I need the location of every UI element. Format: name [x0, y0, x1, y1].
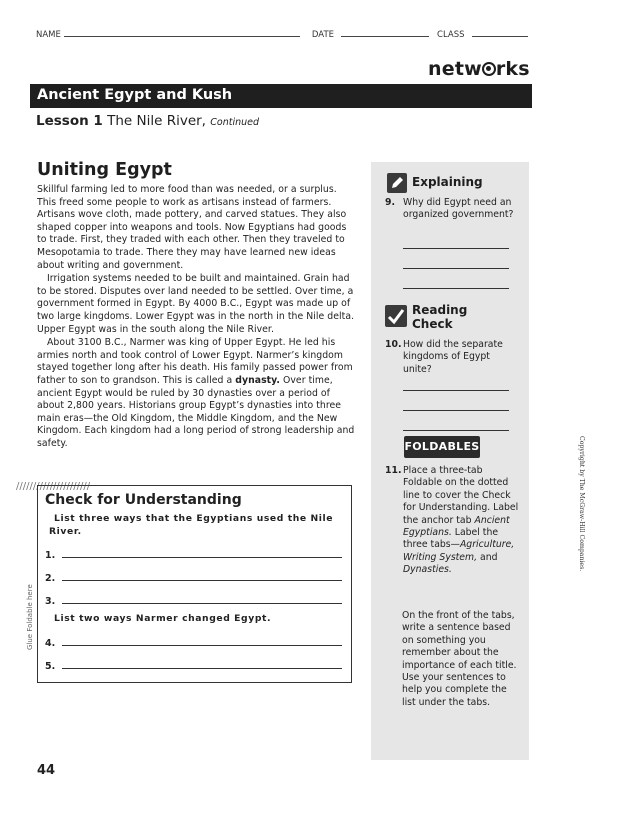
paragraph-2: Irrigation systems needed to be built and maintained. Grain had to be stored. Disputes over land needed to be settled. Over time, a government formed in Egypt. By 4000 B.C., Egypt was made up of two large kingdoms. Lower Egypt was in the north in the Nile delta. Upper Egypt was in the south along the Nile River. [37, 273, 355, 335]
reading-check-heading [412, 303, 467, 331]
lesson-heading [36, 113, 259, 129]
answer-line[interactable] [45, 561, 351, 584]
answer-line[interactable] [45, 538, 351, 561]
question-number: 11. [385, 465, 402, 476]
answer-line[interactable] [45, 626, 351, 649]
and-word: and [480, 551, 498, 563]
answer-number: 5. [45, 660, 56, 672]
write-line[interactable] [62, 603, 342, 604]
logo-text-end: rks [495, 58, 530, 80]
check-instruction-1: List three ways that the Egyptians used the Nile River. [49, 513, 334, 537]
name-label: NAME [36, 30, 61, 40]
paragraph-3-start: About 3100 B.C., Narmer was king of Upper Egypt. He led his armies north and took control of Lower Egypt. Narmer’s kingdom stayed together long after his death. His family passed power from father to son to grandson. This is called a [37, 337, 353, 386]
answer-line[interactable] [403, 268, 509, 269]
check-title: Check for Understanding [45, 492, 242, 508]
logo-o-icon [482, 62, 496, 76]
answer-line[interactable] [403, 248, 509, 249]
reading-check-line1: Reading [412, 303, 468, 317]
date-label: DATE [311, 30, 335, 40]
check-instruction-2: List two ways Narmer changed Egypt. [54, 613, 272, 624]
page-number: 44 [37, 763, 56, 778]
tab-label-1: Agriculture, [459, 539, 515, 551]
tab-label-2: Writing System, [403, 551, 478, 563]
question-text [385, 465, 519, 577]
reading-section [37, 160, 357, 450]
paragraph-3 [37, 337, 357, 450]
check-for-understanding-box [37, 485, 352, 683]
dotted-fold-line: ////////////////////// [16, 481, 91, 492]
question-text: Why did Egypt need an organized government? [403, 197, 514, 221]
sidebar [371, 162, 529, 760]
tab-label-3: Dynasties. [403, 564, 452, 576]
continued-label: Continued [210, 117, 260, 128]
question-11 [385, 465, 519, 577]
section-title: Uniting Egypt [37, 160, 172, 180]
explaining-heading: Explaining [412, 175, 483, 189]
vocab-term-dynasty: dynasty. [235, 374, 280, 386]
answer-line[interactable] [403, 410, 509, 411]
answer-line[interactable] [45, 584, 351, 607]
answer-number: 1. [45, 550, 56, 561]
networks-logo [428, 58, 530, 80]
write-line[interactable] [62, 668, 342, 669]
answer-line[interactable] [403, 430, 509, 431]
write-line[interactable] [62, 580, 342, 581]
answer-number: 2. [45, 573, 56, 584]
copyright-notice: Copyright by The McGraw-Hill Companies. [578, 436, 585, 572]
name-field[interactable] [64, 28, 300, 37]
class-field[interactable] [472, 28, 528, 37]
checkmark-icon [385, 305, 407, 327]
question-10 [385, 339, 519, 376]
answer-number: 4. [45, 637, 56, 649]
answer-number: 3. [45, 596, 56, 607]
paragraph-3-end: Over time, ancient Egypt would be ruled by 30 dynasties over a period of about 2,800 years. Historians group Egypt’s dynasties into three main eras—the Old Kingdom, the Middle Kingdom, and the New Kingdom. Each kingdom had a long period of strong leadership and safety. [37, 374, 355, 449]
answer-line[interactable] [45, 649, 351, 672]
anchor-tab-label: Ancient Egyptians. [403, 514, 510, 539]
chapter-title: Ancient Egypt and Kush [30, 84, 532, 108]
class-label: CLASS [437, 30, 465, 40]
question-text-part2: Label the three tabs— [403, 527, 499, 551]
question-9 [385, 197, 519, 222]
date-field[interactable] [341, 28, 429, 37]
answer-line[interactable] [403, 288, 509, 289]
glue-label: Glue Foldable here [26, 584, 34, 650]
student-info-line [36, 28, 528, 40]
logo-text-start: netw [428, 58, 482, 80]
paragraph-1: Skillful farming led to more food than was needed, or a surplus. This freed some people to work as artisans instead of farmers. Artisans wove cloth, made pottery, and carved statues. They also shaped copper into weapons and tools. Now Egyptians had goods to trade. First, they traded with each other. Then they traveled to Mesopotamia to trade. There they may have learned new ideas about writing and government. [37, 184, 347, 271]
question-number: 10. [385, 339, 402, 350]
foldable-instructions: On the front of the tabs, write a sentence based on something you remember about the importance of each title. Use your sentences to help you complete the list under the tabs. [402, 610, 517, 708]
pencil-icon [387, 173, 407, 193]
reading-check-line2: Check [412, 317, 453, 331]
lesson-name: The Nile River, [107, 113, 206, 129]
question-number: 9. [385, 197, 396, 208]
question-text-part1: Place a three-tab Foldable on the dotted line to cover the Check for Understanding. Label the anchor tab [403, 465, 519, 526]
lesson-number: Lesson 1 [36, 113, 103, 129]
foldables-badge: FOLDABLES [404, 436, 480, 458]
foldable-glue-guide [16, 481, 91, 744]
write-line[interactable] [62, 557, 342, 558]
write-line[interactable] [62, 645, 342, 646]
question-text: How did the separate kingdoms of Egypt unite? [403, 339, 503, 375]
answer-line[interactable] [403, 390, 509, 391]
